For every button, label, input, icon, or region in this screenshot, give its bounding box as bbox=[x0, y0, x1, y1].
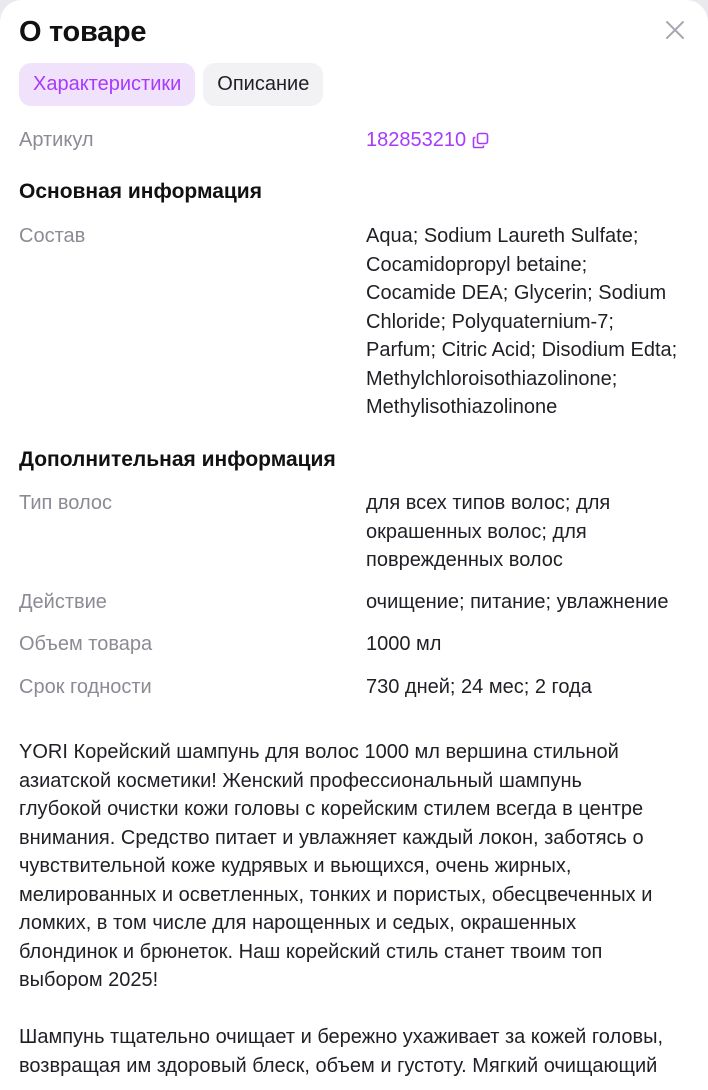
close-button[interactable] bbox=[662, 17, 688, 43]
hair-type-line: поврежденных волос bbox=[366, 549, 563, 571]
description-line: блондинок и брюнеток. Наш корейский стиль станет твоим топ bbox=[19, 940, 603, 963]
composition-line: Aqua; Sodium Laureth Sulfate; bbox=[366, 225, 639, 247]
shelf-life-value: 730 дней; 24 мес; 2 года bbox=[366, 676, 592, 698]
hair-type-line: окрашенных волос; для bbox=[366, 520, 587, 543]
description-paragraph bbox=[19, 738, 699, 995]
volume-value: 1000 мл bbox=[366, 633, 442, 655]
section-heading-main-info: Основная информация bbox=[19, 180, 262, 203]
hair-type-line: для всех типов волос; для bbox=[366, 492, 611, 514]
description-line: мелированных и осветленных, тонких и пористых, обесцвеченных и bbox=[19, 883, 653, 906]
composition-line: Methylisothiazolinone bbox=[366, 396, 558, 418]
section-heading-extra-info: Дополнительная информация bbox=[19, 448, 336, 471]
composition-line: Cocamide DEA; Glycerin; Sodium bbox=[366, 282, 667, 304]
tab-characteristics[interactable]: Характеристики bbox=[19, 63, 195, 106]
tab-bar bbox=[19, 63, 323, 106]
description-line: внимания. Средство питает и увлажняет каждый локон, заботясь о bbox=[19, 826, 644, 849]
description-line: глубокой очистки кожи головы с корейским стилем всегда в центре bbox=[19, 798, 644, 820]
description-line: YORI Корейский шампунь для волос 1000 мл вершина стильной bbox=[19, 741, 619, 763]
composition-line: Chloride; Polyquaternium-7; bbox=[366, 310, 614, 333]
article-value-wrap bbox=[366, 126, 701, 155]
close-icon bbox=[662, 17, 688, 43]
article-number[interactable]: 182853210 bbox=[366, 129, 467, 151]
action-value: очищение; питание; увлажнение bbox=[366, 591, 669, 613]
article-label: Артикул bbox=[19, 129, 94, 151]
description-text bbox=[19, 738, 699, 1080]
volume-label: Объем товара bbox=[19, 633, 153, 655]
description-line: азиатской косметики! Женский профессиональный шампунь bbox=[19, 769, 582, 792]
description-line: ломких, в том числе для нарощенных и седых, окрашенных bbox=[19, 912, 577, 934]
tab-description[interactable]: Описание bbox=[203, 63, 323, 106]
composition-line: Methylchloroisothiazolinone; bbox=[366, 367, 618, 390]
copy-icon[interactable] bbox=[472, 132, 489, 149]
description-line: Шампунь тщательно очищает и бережно ухаживает за кожей головы, bbox=[19, 1026, 664, 1048]
composition-value bbox=[366, 222, 701, 422]
description-line: чувствительной коже кудрявых и вьющихся, очень жирных, bbox=[19, 855, 572, 877]
description-line: возвращая им здоровый блеск, объем и густоту. Мягкий очищающий bbox=[19, 1054, 658, 1077]
hair-type-value bbox=[366, 489, 701, 575]
hair-type-label: Тип волос bbox=[19, 492, 112, 514]
page-title: О товаре bbox=[19, 16, 147, 48]
action-label: Действие bbox=[19, 591, 107, 613]
description-paragraph bbox=[19, 1023, 699, 1080]
composition-line: Parfum; Citric Acid; Disodium Edta; bbox=[366, 339, 678, 361]
composition-line: Cocamidopropyl betaine; bbox=[366, 253, 588, 276]
composition-label: Состав bbox=[19, 225, 86, 247]
description-line: выбором 2025! bbox=[19, 969, 159, 991]
shelf-life-label: Срок годности bbox=[19, 676, 152, 698]
